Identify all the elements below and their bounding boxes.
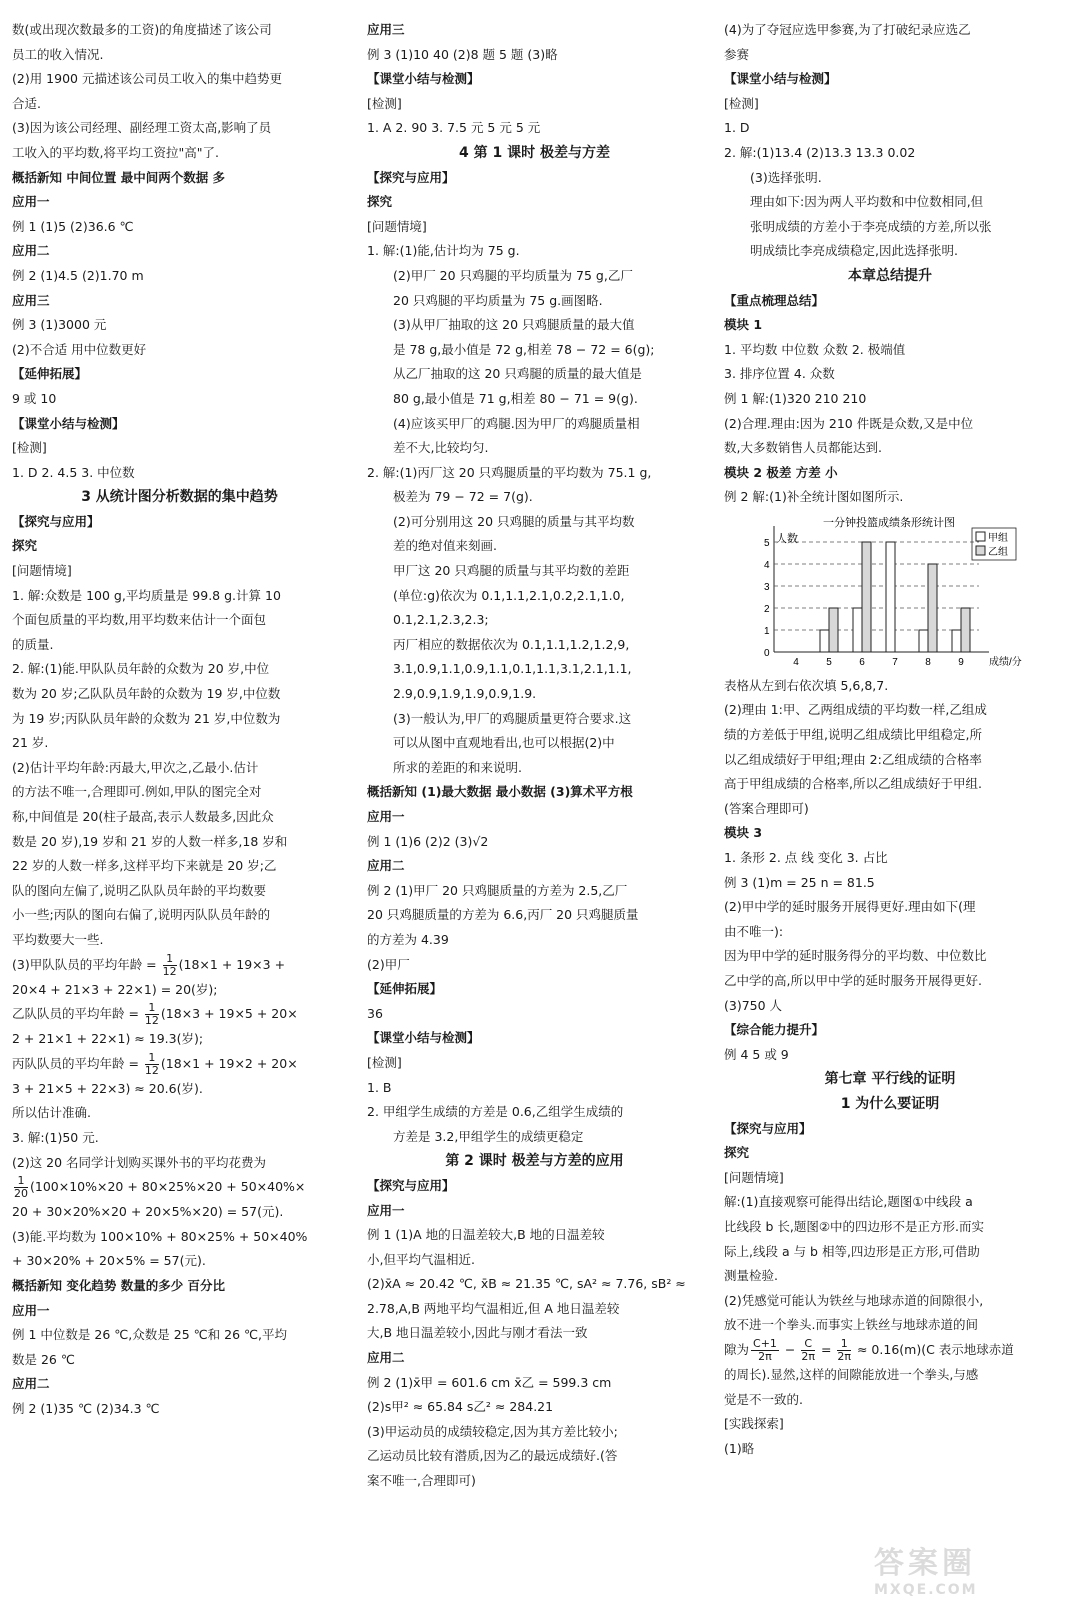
fraction-denominator: 12	[144, 1014, 159, 1028]
y-tick-label: 5	[764, 537, 770, 549]
text-line: 从乙厂抽取的这 20 只鸡腿的质量的最大值是	[393, 366, 642, 382]
text-line: 1. 条形 2. 点 线 变化 3. 占比	[724, 850, 888, 866]
bar-乙组	[961, 608, 970, 652]
x-tick-label: 6	[859, 656, 865, 668]
section-heading: 1 为什么要证明	[840, 1095, 940, 1112]
column-1	[12, 18, 347, 1421]
text-line: (2)合理.理由:因为 210 件既是众数,又是中位	[724, 415, 974, 431]
bar-甲组	[919, 630, 928, 652]
fraction-denominator: 12	[162, 964, 177, 978]
formula-line	[12, 1002, 347, 1027]
text-line: 2. 解:(1)丙厂这 20 只鸡腿质量的平均数为 75.1 g,	[367, 464, 652, 480]
text-line: [问题情境]	[367, 218, 427, 234]
legend-label: 甲组	[988, 532, 1008, 544]
text-line: 数是 26 ℃	[12, 1351, 75, 1367]
text-line: 例 1 中位数是 26 ℃,众数是 25 ℃和 26 ℃,平均	[12, 1327, 288, 1343]
fraction	[163, 953, 177, 978]
text-line: (答案合理即可)	[724, 800, 809, 816]
text-line: 参赛	[724, 46, 750, 62]
text-line: 理由如下:因为两人平均数和中位数相同,但	[750, 194, 984, 210]
text-line: 的方法不唯一,合理即可.例如,甲队的图完全对	[12, 784, 262, 800]
text-line: 以乙组成绩好于甲组;理由 2:乙组成绩的合格率	[724, 751, 982, 767]
fraction	[14, 1175, 28, 1200]
text-line: (2)s甲² ≈ 65.84 s乙² ≈ 284.21	[367, 1399, 554, 1415]
text-line: 差的绝对值来刻画.	[393, 538, 497, 554]
text-line: 所求的差距的和来说明.	[393, 759, 522, 775]
watermark-title: 答案圈	[874, 1546, 976, 1581]
fraction-numerator: 1	[145, 1002, 159, 1015]
text-line: [实践探索]	[724, 1416, 784, 1432]
text-line: 差不大,比较均匀.	[393, 440, 489, 456]
text-line: 【课堂小结与检测】	[724, 71, 837, 87]
text-line: 的质量.	[12, 636, 54, 652]
text-line: 【课堂小结与检测】	[12, 415, 125, 431]
text-line: (2)不合适 用中位数更好	[12, 341, 147, 357]
text-line: 小一些;丙队的图向右偏了,说明丙队队员年龄的	[12, 907, 271, 923]
text-line: 1. A 2. 90 3. 7.5 元 5 元 5 元	[367, 120, 541, 136]
x-tick-label: 5	[826, 656, 832, 668]
formula-text: −	[780, 1341, 800, 1357]
text-line: 探究	[724, 1145, 750, 1161]
text-line: 例 1 解:(1)320 210 210	[724, 390, 867, 406]
text-line: (2)理由 1:甲、乙两组成绩的平均数一样,乙组成	[724, 702, 987, 718]
text-line: 应用二	[367, 858, 405, 874]
text-line: 概括新知 中间位置 最中间两个数据 多	[12, 169, 226, 185]
fraction-denominator: 2π	[758, 1349, 772, 1363]
text-line: 例 3 (1)m = 25 n = 81.5	[724, 874, 875, 890]
text-line: 队的图向左偏了,说明乙队队员年龄的平均数要	[12, 882, 266, 898]
text-line: [问题情境]	[12, 563, 72, 579]
formula-text: =	[816, 1341, 836, 1357]
text-line: 可以从图中直观地看出,也可以根据(2)中	[393, 735, 615, 751]
fraction-denominator: 12	[144, 1063, 159, 1077]
text-line: 概括新知 (1)最大数据 最小数据 (3)算术平方根	[367, 784, 633, 800]
section-heading: 3 从统计图分析数据的集中趋势	[81, 489, 278, 506]
text-line: (3)甲运动员的成绩较稳定,因为其方差比较小;	[367, 1423, 618, 1439]
text-line: [检测]	[367, 95, 402, 111]
bar-甲组	[952, 630, 961, 652]
text-line: 例 1 (1)A 地的日温差较大,B 地的日温差较	[367, 1227, 605, 1243]
text-line: 【探究与应用】	[724, 1120, 812, 1136]
text-line: [检测]	[12, 440, 47, 456]
text-line: (3)能.平均数为 100×10% + 80×25% + 50×40%	[12, 1228, 308, 1244]
formula-text: 隙为	[724, 1341, 750, 1357]
text-line: 称,中间值是 20(柱子最高,表示人数最多,因此众	[12, 809, 274, 824]
text-line: 2 + 21×1 + 22×1) ≈ 19.3(岁);	[12, 1031, 204, 1047]
text-line: 解:(1)直接观察可能得出结论,题图①中线段 a	[724, 1194, 973, 1210]
text-line: 【探究与应用】	[367, 169, 455, 185]
text-line: 应用一	[367, 809, 405, 824]
x-tick-label: 7	[892, 656, 898, 668]
text-line: 应用二	[367, 1350, 405, 1366]
text-line: (2)这 20 名同学计划购买课外书的平均花费为	[12, 1154, 267, 1170]
text-line: 【课堂小结与检测】	[367, 1030, 480, 1046]
text-line: 0.1,2.1,2.3,2.3;	[393, 612, 489, 628]
x-tick-label: 9	[958, 656, 964, 668]
y-tick-label: 4	[764, 559, 770, 571]
text-line: 20 + 30×20%×20 + 20×5%×20) = 57(元).	[12, 1204, 284, 1220]
formula-text: 乙队队员的平均年龄 =	[12, 1006, 143, 1022]
text-line: 1. D	[724, 120, 750, 136]
text-line: 2.9,0.9,1.9,1.9,0.9,1.9.	[393, 686, 537, 702]
text-line: 3. 排序位置 4. 众数	[724, 366, 835, 382]
text-line: + 30×20% + 20×5% = 57(元).	[12, 1253, 206, 1269]
formula-text: (18×1 + 19×2 + 20×	[160, 1055, 298, 1071]
text-line: 应用三	[367, 22, 405, 37]
text-line: [检测]	[367, 1054, 402, 1070]
text-line: 大,B 地日温差较小,因此与刚才看法一致	[367, 1325, 588, 1341]
fraction-denominator: 20	[14, 1187, 28, 1201]
y-tick-label: 2	[764, 603, 770, 615]
text-line: (2)用 1900 元描述该公司员工收入的集中趋势更	[12, 71, 282, 87]
text-line: [检测]	[724, 95, 759, 111]
text-line: 模块 1	[724, 317, 763, 333]
bar-甲组	[820, 630, 829, 652]
bar-乙组	[862, 542, 871, 652]
text-line: 1. D 2. 4.5 3. 中位数	[12, 464, 135, 480]
text-line: 【综合能力提升】	[724, 1022, 825, 1038]
text-line: 丙厂相应的数据依次为 0.1,1.1,1.2,1.2,9,	[393, 636, 630, 652]
watermark-logo	[874, 1538, 1054, 1598]
text-line: (3)从甲厂抽取的这 20 只鸡腿质量的最大值	[393, 317, 635, 333]
text-line: 是 78 g,最小值是 72 g,相差 78 − 72 = 6(g);	[393, 341, 655, 357]
text-line: 合适.	[12, 95, 41, 111]
text-line: 【延伸拓展】	[12, 366, 88, 382]
formula-text: (18×3 + 19×5 + 20×	[160, 1006, 298, 1022]
text-line: 9 或 10	[12, 390, 57, 406]
bar-甲组	[853, 608, 862, 652]
text-line: [问题情境]	[724, 1169, 784, 1185]
formula-line	[12, 1175, 347, 1200]
fraction-numerator: C+1	[753, 1337, 777, 1350]
text-line: (2)甲厂	[367, 956, 410, 972]
text-line: 极差为 79 − 72 = 7(g).	[393, 489, 533, 505]
text-line: 3.1,0.9,1.1,0.9,1.1,0.1,1.1,3.1,2.1,1.1,	[393, 661, 632, 677]
formula-line	[724, 1338, 1056, 1363]
fraction-numerator: C	[801, 1338, 815, 1351]
bar-乙组	[829, 608, 838, 652]
text-line: (2)估计平均年龄:丙最大,甲次之,乙最小.估计	[12, 759, 259, 775]
text-line: (3)选择张明.	[750, 169, 822, 185]
text-line: 所以估计准确.	[12, 1105, 91, 1121]
text-line: 概括新知 变化趋势 数量的多少 百分比	[12, 1277, 226, 1293]
text-line: 乙运动员比较有潜质,因为乙的最远成绩好.(答	[367, 1448, 618, 1464]
text-line: (2)可分别用这 20 只鸡腿的质量与其平均数	[393, 513, 635, 529]
legend-swatch	[976, 546, 985, 555]
text-line: (3)一般认为,甲厂的鸡腿质量更符合要求.这	[393, 710, 632, 726]
x-tick-label: 4	[793, 656, 799, 668]
text-line: 际上,线段 a 与 b 相等,四边形是正方形,可借助	[724, 1243, 980, 1259]
text-line: 3 + 21×5 + 22×3) ≈ 20.6(岁).	[12, 1080, 203, 1096]
fraction-numerator: 1	[837, 1338, 851, 1351]
text-line: 高于甲组成绩的合格率,所以乙组成绩好于甲组.	[724, 776, 982, 792]
column-3	[724, 18, 1056, 1461]
text-line: 乙中学的高,所以甲中学的延时服务开展得更好.	[724, 973, 982, 988]
text-line: 1. B	[367, 1079, 392, 1095]
text-line: 2. 甲组学生成绩的方差是 0.6,乙组学生成绩的	[367, 1104, 624, 1120]
text-line: 例 2 (1)甲厂 20 只鸡腿质量的方差为 2.5,乙厂	[367, 882, 628, 898]
origin-label: 0	[764, 647, 770, 659]
text-line: 【探究与应用】	[12, 513, 100, 529]
text-line: 【重点梳理总结】	[724, 292, 825, 308]
fraction	[145, 1002, 159, 1027]
fraction	[801, 1338, 815, 1363]
text-line: 应用一	[12, 1302, 50, 1318]
text-line: 甲厂这 20 只鸡腿的质量与其平均数的差距	[393, 563, 630, 579]
text-line: 测量检验.	[724, 1268, 778, 1284]
text-line: 36	[367, 1005, 383, 1021]
text-line: 工收入的平均数,将平均工资拉"高"了.	[12, 144, 219, 160]
text-line: (2)甲中学的延时服务开展得更好.理由如下(理	[724, 899, 976, 915]
bar-乙组	[928, 564, 937, 652]
text-line: 数为 20 岁;乙队队员年龄的众数为 19 岁,中位数	[12, 686, 281, 702]
text-line: 20×4 + 21×3 + 22×1) = 20(岁);	[12, 981, 218, 997]
text-line: 1. 平均数 中位数 众数 2. 极端值	[724, 341, 906, 357]
x-tick-label: 8	[925, 656, 931, 668]
text-line: 应用二	[12, 243, 50, 259]
formula-text: (100×10%×20 + 80×25%×20 + 50×40%×	[30, 1179, 306, 1195]
text-line: 平均数要大一些.	[12, 931, 104, 947]
formula-text: (18×1 + 19×3 +	[178, 956, 286, 972]
text-line: 例 2 (1)35 ℃ (2)34.3 ℃	[12, 1400, 160, 1416]
text-line: 80 g,最小值是 71 g,相差 80 − 71 = 9(g).	[393, 390, 638, 406]
text-line: (2)甲厂 20 只鸡腿的平均质量为 75 g,乙厂	[393, 267, 633, 283]
text-line: 【课堂小结与检测】	[367, 71, 480, 87]
text-line: (2)凭感觉可能认为铁丝与地球赤道的间隙很小,	[724, 1292, 984, 1308]
text-line: 例 4 5 或 9	[724, 1046, 789, 1062]
fraction-numerator: 1	[145, 1052, 159, 1065]
fraction	[837, 1338, 851, 1363]
fraction-denominator: 2π	[801, 1349, 815, 1363]
text-line: 为 19 岁;丙队队员年龄的众数为 21 岁,中位数为	[12, 710, 281, 726]
text-line: 2.78,A,B 两地平均气温相近,但 A 地日温差较	[367, 1300, 620, 1316]
text-line: 模块 3	[724, 825, 763, 841]
section-heading: 第七章 平行线的证明	[824, 1071, 956, 1088]
text-line: (2)x̄A ≈ 20.42 ℃, x̄B ≈ 21.35 ℃, sA² ≈ 7.76, sB² ≈	[367, 1276, 686, 1292]
text-line: 表格从左到右依次填 5,6,8,7.	[724, 677, 889, 693]
y-axis-label: 人数	[776, 532, 798, 545]
section-heading: 第 2 课时 极差与方差的应用	[445, 1153, 624, 1170]
text-line: 【探究与应用】	[367, 1177, 455, 1193]
section-heading: 4 第 1 课时 极差与方差	[459, 144, 610, 161]
fraction-numerator: 1	[14, 1175, 28, 1188]
text-line: 应用三	[12, 292, 50, 308]
text-line: 比线段 b 长,题图②中的四边形不是正方形.而实	[724, 1218, 985, 1234]
formula-text: 丙队队员的平均年龄 =	[12, 1055, 143, 1071]
text-line: 数是 20 岁),19 岁和 21 岁的人数一样多,18 岁和	[12, 833, 288, 849]
text-line: 例 2 解:(1)补全统计图如图所示.	[724, 489, 904, 505]
text-line: 放不进一个拳头.而事实上铁丝与地球赤道的间	[724, 1317, 978, 1333]
text-line: 方差是 3.2,甲组学生的成绩更稳定	[393, 1128, 584, 1144]
column-2	[367, 18, 702, 1494]
text-line: 22 岁的人数一样多,这样平均下来就是 20 岁;乙	[12, 858, 277, 874]
text-line: 例 2 (1)x̄甲 = 601.6 cm x̄乙 = 599.3 cm	[367, 1374, 612, 1390]
text-line: 1. 解:众数是 100 g,平均质量是 99.8 g.计算 10	[12, 587, 281, 603]
text-line: 应用一	[12, 194, 50, 210]
formula-text: ≈ 0.16(m)(C 表示地球赤道	[853, 1341, 1014, 1357]
text-line: 绩的方差低于甲组,说明乙组成绩比甲组稳定,所	[724, 727, 982, 743]
text-line: 张明成绩的方差小于李亮成绩的方差,所以张	[750, 218, 992, 234]
text-line: 的周长).显然,这样的间隙能放进一个拳头,与感	[724, 1366, 979, 1382]
text-line: 数,大多数销售人员都能达到.	[724, 440, 882, 456]
y-tick-label: 3	[764, 581, 770, 593]
text-line: (4)应该买甲厂的鸡腿.因为甲厂的鸡腿质量相	[393, 415, 640, 431]
x-axis-label: 成绩/分	[989, 656, 1022, 668]
fraction	[751, 1338, 779, 1363]
text-line: 应用二	[12, 1376, 50, 1392]
text-line: 探究	[12, 538, 38, 554]
text-line: 20 只鸡腿的平均质量为 75 g.画图略.	[393, 292, 603, 308]
formula-line	[12, 953, 347, 978]
text-line: 3. 解:(1)50 元.	[12, 1129, 99, 1145]
text-line: 21 岁.	[12, 735, 49, 751]
text-line: (3)因为该公司经理、副经理工资太高,影响了员	[12, 120, 272, 136]
fraction-numerator: 1	[163, 953, 177, 966]
legend-swatch	[976, 532, 985, 541]
chart-title: 一分钟投篮成绩条形统计图	[823, 516, 955, 529]
text-line: (单位:g)依次为 0.1,1.1,2.1,0.2,2.1,1.0,	[393, 587, 625, 603]
section-heading: 本章总结提升	[848, 267, 932, 284]
text-line: 【延伸拓展】	[367, 981, 443, 997]
text-line: 由不唯一):	[724, 923, 784, 939]
text-line: 明成绩比李亮成绩稳定,因此选择张明.	[750, 243, 958, 259]
text-line: 例 1 (1)6 (2)2 (3)√2	[367, 833, 489, 849]
text-line: (1)略	[724, 1440, 755, 1456]
text-line: (4)为了夺冠应选甲参赛,为了打破纪录应选乙	[724, 22, 971, 37]
text-line: 数(或出现次数最多的工资)的角度描述了该公司	[12, 22, 272, 37]
text-line: 2. 解:(1)能.甲队队员年龄的众数为 20 岁,中位	[12, 661, 270, 677]
bar-chart-svg	[724, 512, 1054, 670]
text-line: 因为甲中学的延时服务得分的平均数、中位数比	[724, 948, 987, 964]
text-line: 个面包质量的平均数,用平均数来估计一个面包	[12, 612, 266, 628]
text-line: 模块 2 极差 方差 小	[724, 464, 838, 480]
legend-label: 乙组	[988, 546, 1008, 558]
fraction	[145, 1052, 159, 1077]
fraction-denominator: 2π	[837, 1349, 852, 1363]
bar-chart	[724, 512, 1056, 670]
bar-甲组	[886, 542, 895, 652]
text-line: 例 3 (1)3000 元	[12, 317, 107, 333]
text-line: 2. 解:(1)13.4 (2)13.3 13.3 0.02	[724, 144, 916, 160]
watermark-url: MXQE.COM	[874, 1582, 978, 1598]
text-line: (3)750 人	[724, 997, 783, 1013]
text-line: 觉是不一致的.	[724, 1391, 803, 1407]
text-line: 例 3 (1)10 40 (2)8 题 5 题 (3)略	[367, 46, 558, 62]
text-line: 员工的收入情况.	[12, 46, 104, 62]
text-line: 20 只鸡腿质量的方差为 6.6,丙厂 20 只鸡腿质量	[367, 907, 639, 923]
formula-line	[12, 1052, 347, 1077]
text-line: 案不唯一,合理即可)	[367, 1473, 476, 1489]
text-line: 探究	[367, 194, 393, 210]
text-line: 例 2 (1)4.5 (2)1.70 m	[12, 267, 144, 283]
text-line: 小,但平均气温相近.	[367, 1251, 475, 1267]
text-line: 应用一	[367, 1202, 405, 1218]
text-line: 1. 解:(1)能,估计均为 75 g.	[367, 243, 520, 259]
formula-text: (3)甲队队员的平均年龄 =	[12, 956, 161, 972]
text-line: 例 1 (1)5 (2)36.6 ℃	[12, 218, 134, 234]
y-tick-label: 1	[764, 625, 770, 637]
text-line: 的方差为 4.39	[367, 931, 449, 947]
